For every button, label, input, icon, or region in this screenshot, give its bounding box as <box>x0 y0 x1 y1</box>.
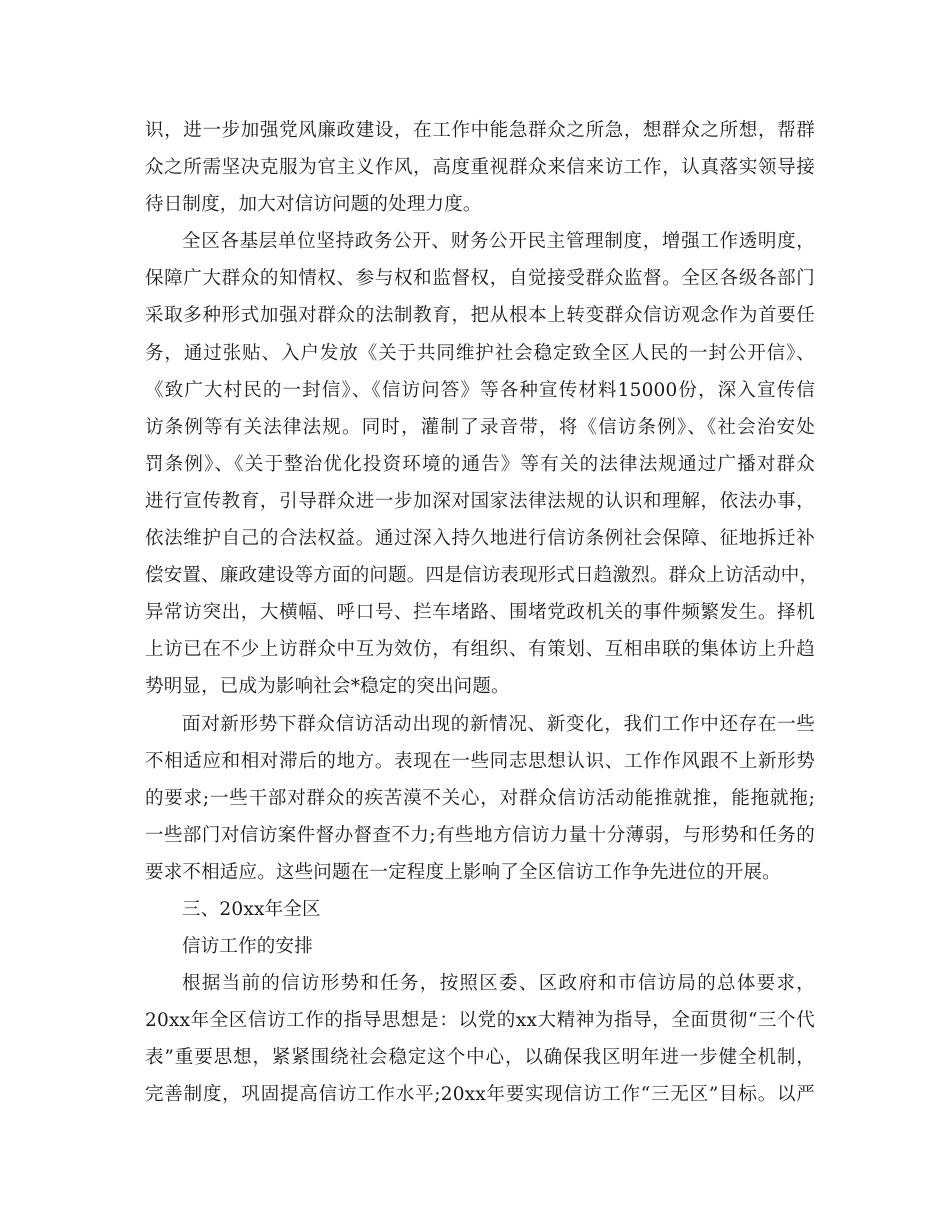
text-line: 待日制度，加大对信访问题的处理力度。 <box>145 194 482 216</box>
paragraph-3 <box>145 706 815 891</box>
section-heading <box>145 891 815 928</box>
heading-line: 三、20xx年全区 <box>182 898 321 920</box>
text-line: 保障广大群众的知情权、参与权和监督权，自觉接受群众监督。全区各级各部门 <box>145 268 815 290</box>
text-line: 上访已在不少上访群众中互为效仿，有组织、有策划、互相串联的集体访上升趋 <box>145 639 815 661</box>
paragraph-4 <box>145 965 815 1113</box>
text-line: 一些部门对信访案件督办督查不力;有些地方信访力量十分薄弱，与形势和任务的 <box>145 824 815 846</box>
text-line: 势明显，已成为影响社会*稳定的突出问题。 <box>145 676 510 698</box>
text-line: 众之所需坚决克服为官主义作风，高度重视群众来信来访工作，认真落实领导接 <box>145 157 815 179</box>
text-line: 面对新形势下群众信访活动出现的新情况、新变化，我们工作中还存在一些 <box>182 713 815 735</box>
text-line: 务，通过张贴、入户发放《关于共同维护社会稳定致全区人民的一封公开信》、 <box>145 342 815 364</box>
text-line: 采取多种形式加强对群众的法制教育，把从根本上转变群众信访观念作为首要任 <box>145 305 815 327</box>
text-line: 进行宣传教育，引导群众进一步加深对国家法律法规的认识和理解，依法办事， <box>145 490 815 512</box>
text-line: 根据当前的信访形势和任务，按照区委、区政府和市信访局的总体要求， <box>182 973 815 995</box>
paragraph-2 <box>145 223 819 705</box>
text-line: 依法维护自己的合法权益。通过深入持久地进行信访条例社会保障、征地拆迁补 <box>145 528 815 550</box>
text-line: 访条例等有关法律法规。同时，灌制了录音带，将《信访条例》、《社会治安处 <box>145 416 815 438</box>
text-line: 全区各基层单位坚持政务公开、财务公开民主管理制度，增强工作透明度， <box>182 231 815 253</box>
section-subheading <box>145 928 815 965</box>
text-line: 20xx年全区信访工作的指导思想是：以党的xx大精神为指导，全面贯彻“三个代 <box>145 1010 815 1032</box>
text-line: 表”重要思想，紧紧围绕社会稳定这个中心，以确保我区明年进一步健全机制， <box>145 1047 815 1069</box>
text-line: 不相适应和相对滞后的地方。表现在一些同志思想认识、工作作风跟不上新形势 <box>145 750 815 772</box>
text-line: 《致广大村民的一封信》、《信访问答》等各种宣传材料15000份，深入宣传信 <box>145 379 815 401</box>
paragraph-1 <box>145 112 815 223</box>
document-body <box>145 112 819 1114</box>
text-line: 的要求;一些干部对群众的疾苦漠不关心，对群众信访活动能推就推，能拖就拖; <box>145 787 815 809</box>
text-line: 偿安置、廉政建设等方面的问题。四是信访表现形式日趋激烈。群众上访活动中， <box>145 565 819 587</box>
text-line: 完善制度，巩固提高信访工作水平;20xx年要实现信访工作“三无区”目标。以严 <box>145 1084 815 1106</box>
text-line: 异常访突出，大横幅、呼口号、拦车堵路、围堵党政机关的事件频繁发生。择机 <box>145 602 815 624</box>
text-line: 识，进一步加强党风廉政建设，在工作中能急群众之所急，想群众之所想，帮群 <box>145 120 815 141</box>
heading-line: 信访工作的安排 <box>182 936 313 958</box>
text-line: 罚条例》、《关于整治优化投资环境的通告》等有关的法律法规通过广播对群众 <box>145 453 815 475</box>
text-line: 要求不相适应。这些问题在一定程度上影响了全区信访工作争先进位的开展。 <box>145 861 781 883</box>
